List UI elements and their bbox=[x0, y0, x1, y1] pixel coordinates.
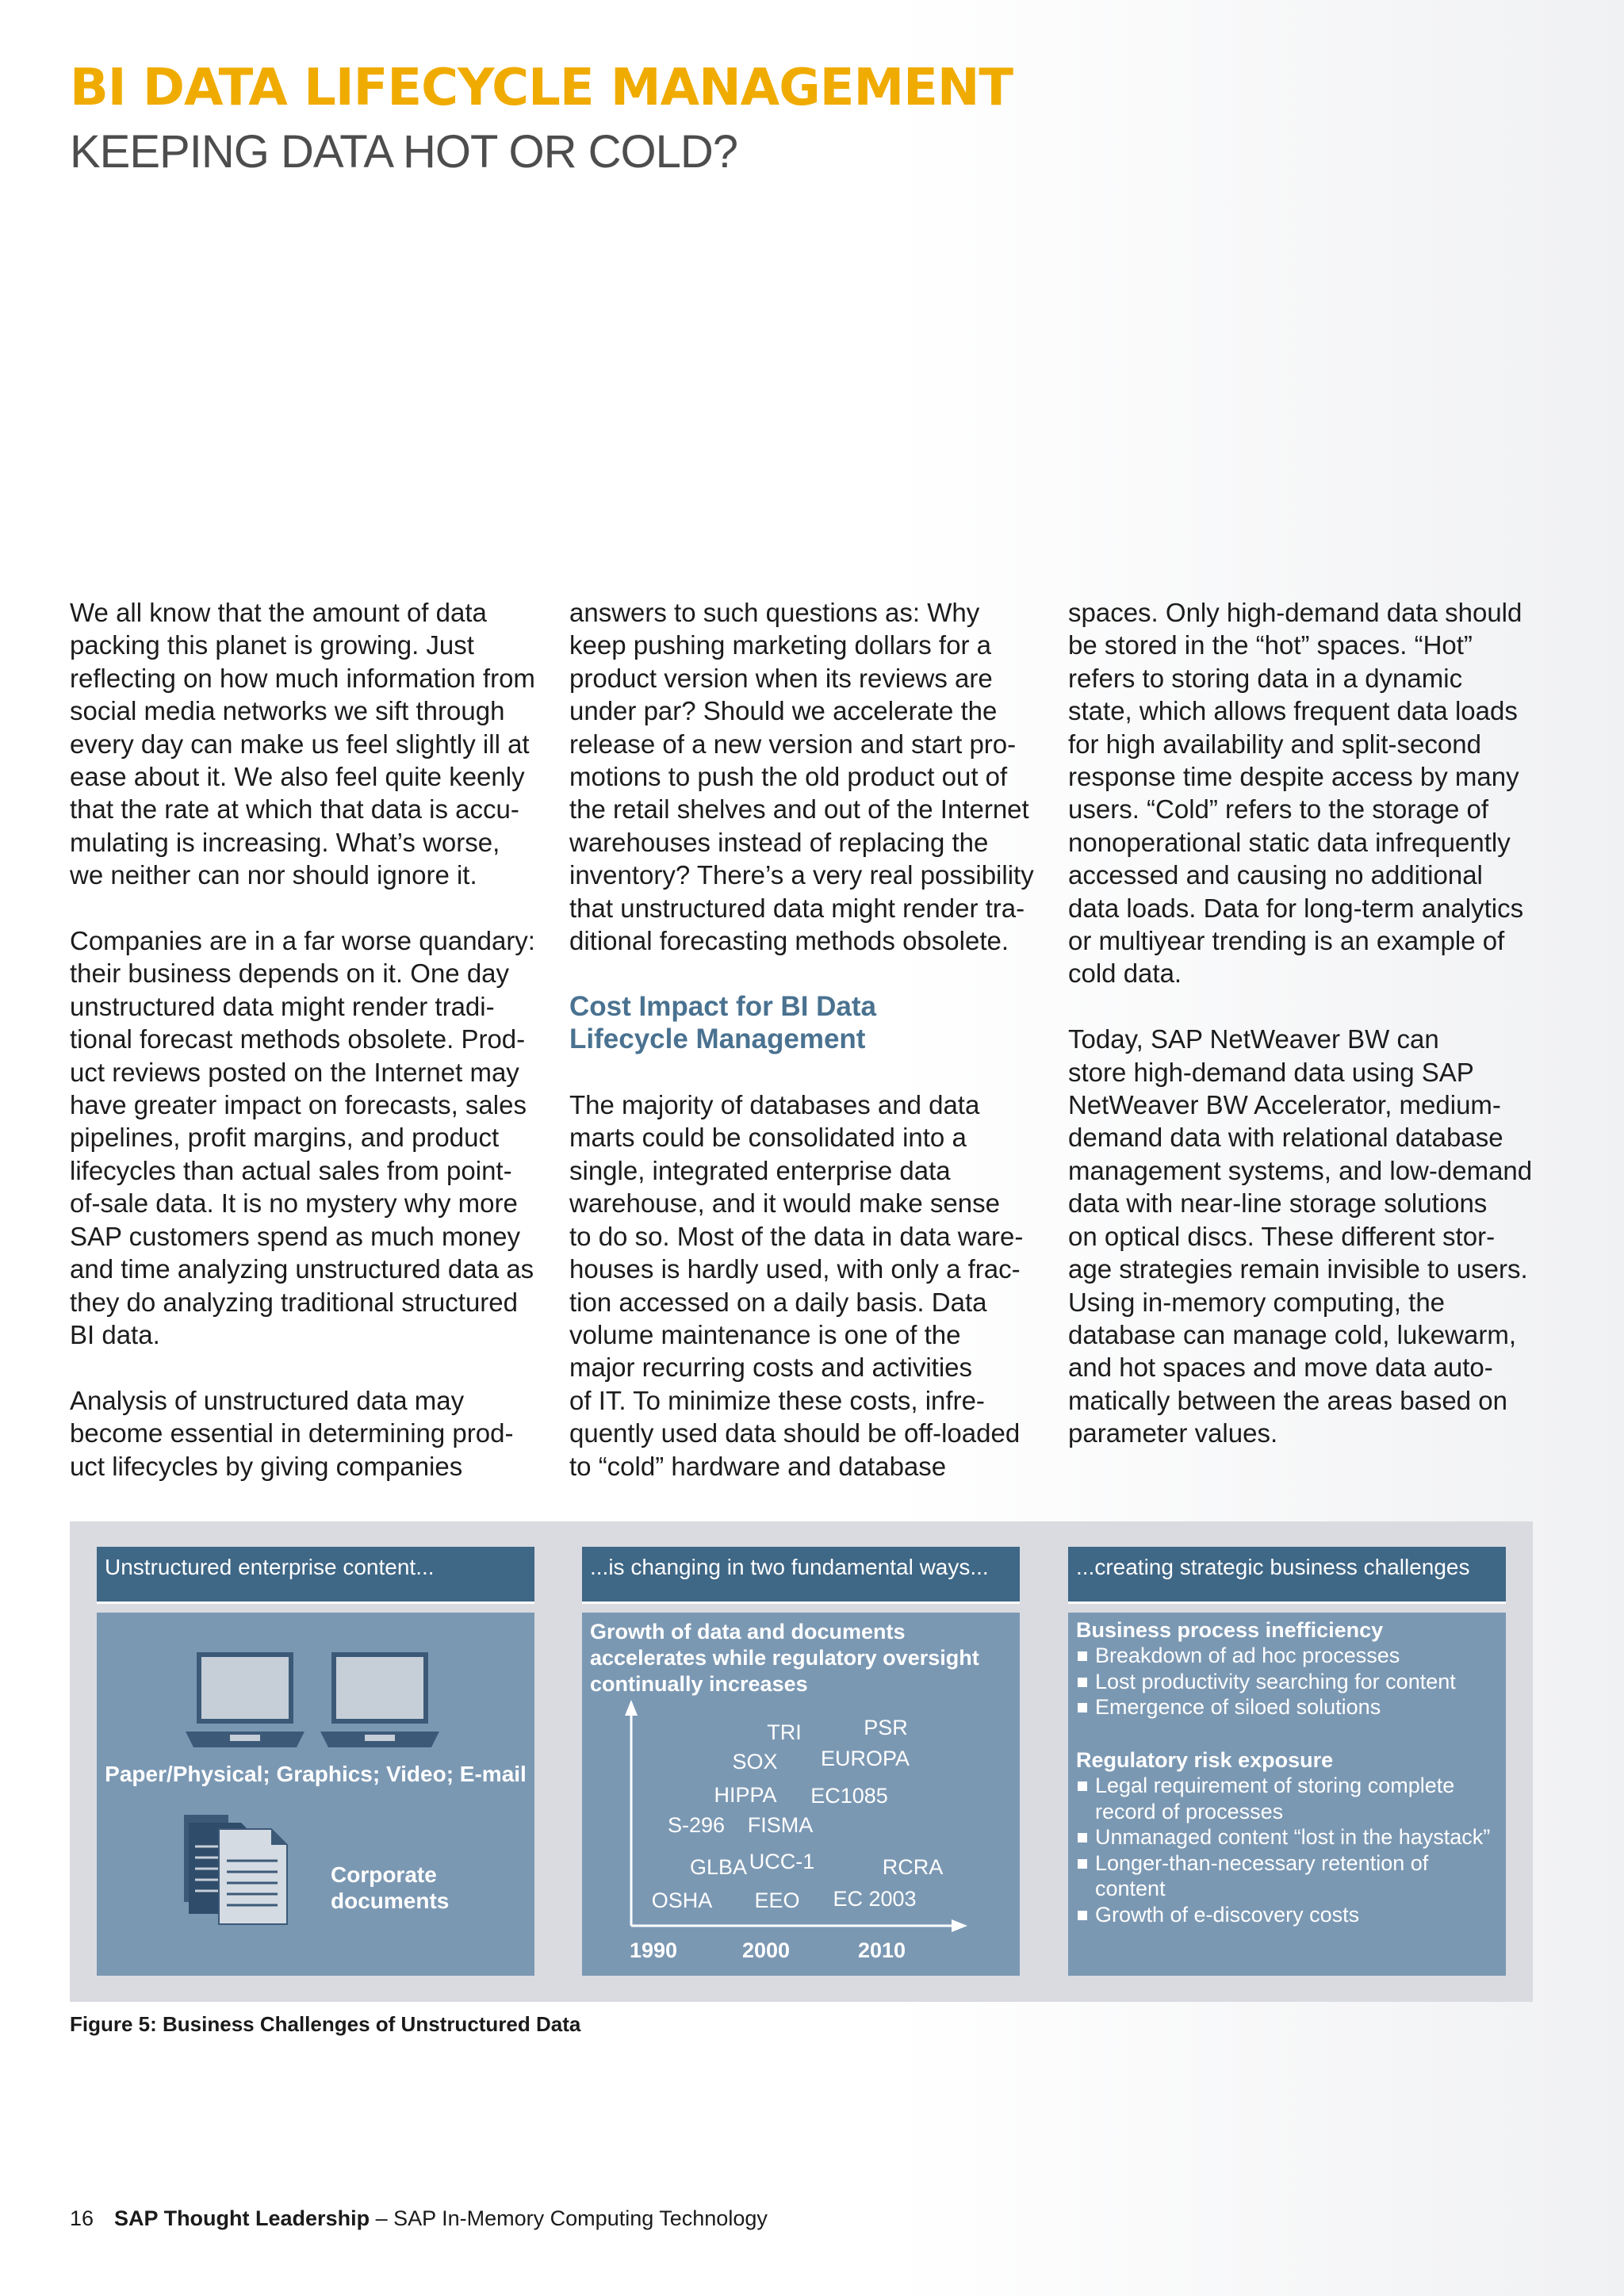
regulation-label: EUROPA bbox=[820, 1747, 910, 1770]
regulation-timeline bbox=[582, 1613, 1020, 1976]
challenge-list bbox=[1076, 1643, 1498, 1720]
challenge-block-process bbox=[1076, 1617, 1498, 1720]
list-item: Breakdown of ad hoc processes bbox=[1076, 1643, 1498, 1669]
regulation-label: EC 2003 bbox=[833, 1887, 917, 1911]
regulation-label: TRI bbox=[767, 1720, 802, 1744]
panel-3-body bbox=[1068, 1613, 1506, 1976]
challenge-title: Business process inefficiency bbox=[1076, 1618, 1384, 1642]
regulation-label: PSR bbox=[864, 1716, 908, 1739]
figure-business-challenges bbox=[70, 1521, 1533, 2002]
text-column-2 bbox=[569, 596, 1069, 1483]
corporate-documents-label: Corporate documents bbox=[331, 1862, 450, 1913]
timeline-y-arrow bbox=[625, 1700, 638, 1716]
media-types-label: Paper/Physical; Graphics; Video; E-mail bbox=[105, 1762, 527, 1786]
paragraph: Today, SAP NetWeaver BW can store high-demand data using SAP NetWeaver BW Accelerator, medium- demand data with relational database management systems, and low-demand data with near-line storage solutions on optical discs. These different stor- age strategies remain invisible to users. Using in-memory computing, the database can manage cold, lukewarm, and hot spaces and move data auto- matically between the areas based on parameter values. bbox=[1068, 1024, 1533, 1448]
paragraph: answers to such questions as: Why keep pushing marketing dollars for a product version when its reviews are under par? Should we accelerate the release of a new version and start pro- motions to push the old product out of the retail shelves and out of the Internet warehouses instead of replacing the inventory? There’s a very real possibility that unstructured data might render tra- ditional forecasting methods obsolete. bbox=[569, 598, 1034, 956]
regulation-label: OSHA bbox=[651, 1888, 713, 1912]
year-tick-label: 2000 bbox=[741, 1938, 791, 1962]
laptop-icon bbox=[320, 1652, 439, 1751]
regulation-label: FISMA bbox=[747, 1813, 814, 1837]
regulation-label: GLBA bbox=[689, 1855, 748, 1879]
regulation-label: UCC-1 bbox=[749, 1850, 815, 1873]
list-item: Longer-than-necessary retention of content bbox=[1076, 1850, 1498, 1902]
regulation-label: S-296 bbox=[667, 1813, 726, 1837]
list-item: Growth of e-discovery costs bbox=[1076, 1902, 1498, 1928]
paragraph: Analysis of unstructured data may become essential in determining prod- uct lifecycles by giving companies bbox=[70, 1385, 514, 1481]
regulation-label: SOX bbox=[732, 1750, 778, 1774]
page-title: BI DATA LIFECYCLE MANAGEMENT bbox=[70, 59, 1013, 117]
footer-doc-title: SAP In-Memory Computing Technology bbox=[393, 2206, 768, 2230]
laptop-icon bbox=[186, 1652, 304, 1751]
regulation-label: EC1085 bbox=[810, 1784, 888, 1808]
challenge-title: Regulatory risk exposure bbox=[1076, 1748, 1334, 1772]
documents-icon bbox=[184, 1815, 319, 1926]
panel-1-body bbox=[97, 1613, 534, 1976]
paragraph: spaces. Only high-demand data should be stored in the “hot” spaces. “Hot” refers to storing data in a dynamic state, which allows frequent data loads for high availability and split-second response time despite access by many users. “Cold” refers to the storage of nonoperational static data infrequently accessed and causing no additional data loads. Data for long-term analytics or multiyear trending is an example of cold data. bbox=[1068, 598, 1524, 989]
list-item: Lost productivity searching for content bbox=[1076, 1669, 1498, 1695]
list-item: Emergence of siloed solutions bbox=[1076, 1694, 1498, 1720]
footer-brand: SAP Thought Leadership bbox=[114, 2206, 370, 2230]
panel-2-body bbox=[582, 1613, 1020, 1976]
year-tick-label: 2010 bbox=[857, 1938, 906, 1962]
page-subtitle: KEEPING DATA HOT OR COLD? bbox=[70, 126, 737, 178]
challenge-block-regulatory bbox=[1076, 1747, 1498, 1927]
paragraph: The majority of databases and data marts could be consolidated into a single, integrated enterprise data warehouse, and it would make sense to do so. Most of the data in data ware- houses is hardly used, with only a frac- tion accessed on a daily basis. Data volume maintenance is one of the major recurring costs and activities of IT. To minimize these costs, infre- quently used data should be off-loaded to “cold” hardware and database bbox=[569, 1090, 1024, 1481]
growth-statement: Growth of data and documents accelerates while regulatory oversight continually increases bbox=[590, 1620, 979, 1696]
panel-2-header: ...is changing in two fundamental ways... bbox=[582, 1547, 1020, 1604]
figure-caption: Figure 5: Business Challenges of Unstructured Data bbox=[70, 2012, 581, 2036]
page-footer bbox=[70, 2206, 768, 2231]
regulation-label: HIPPA bbox=[714, 1783, 777, 1807]
regulation-label: RCRA bbox=[882, 1855, 944, 1879]
list-item: Unmanaged content “lost in the haystack” bbox=[1076, 1824, 1498, 1850]
panel-3-header: ...creating strategic business challenges bbox=[1068, 1547, 1506, 1604]
footer-separator: – bbox=[370, 2206, 394, 2230]
list-item: Legal requirement of storing complete record of processes bbox=[1076, 1773, 1498, 1824]
timeline-x-arrow bbox=[952, 1919, 967, 1932]
section-heading: Cost Impact for BI Data Lifecycle Management bbox=[569, 990, 876, 1055]
year-tick-label: 1990 bbox=[629, 1938, 678, 1962]
challenge-list bbox=[1076, 1773, 1498, 1927]
text-column-3 bbox=[1068, 596, 1584, 1450]
regulation-label: EEO bbox=[754, 1888, 800, 1912]
panel-1-header: Unstructured enterprise content... bbox=[97, 1547, 534, 1604]
paragraph: Companies are in a far worse quandary: their business depends on it. One day unstructured data might render tradi- tional forecast methods obsolete. Prod- uct reviews posted on the Internet may have greater impact on forecasts, sales pipelines, profit margins, and product lifecycles than actual sales from point- of-sale data. It is no mystery why more SAP customers spend as much money and time analyzing unstructured data as they do analyzing traditional structured BI data. bbox=[70, 926, 535, 1349]
page-number: 16 bbox=[70, 2206, 94, 2230]
text-column-1 bbox=[70, 596, 569, 1483]
paragraph: We all know that the amount of data packing this planet is growing. Just reflecting on how much information from social media networks we sift through every day can make us feel slightly ill at ease about it. We also feel quite keenly that the rate at which that data is accu- mulating is increasing. What’s worse, we neither can nor should ignore it. bbox=[70, 598, 535, 890]
